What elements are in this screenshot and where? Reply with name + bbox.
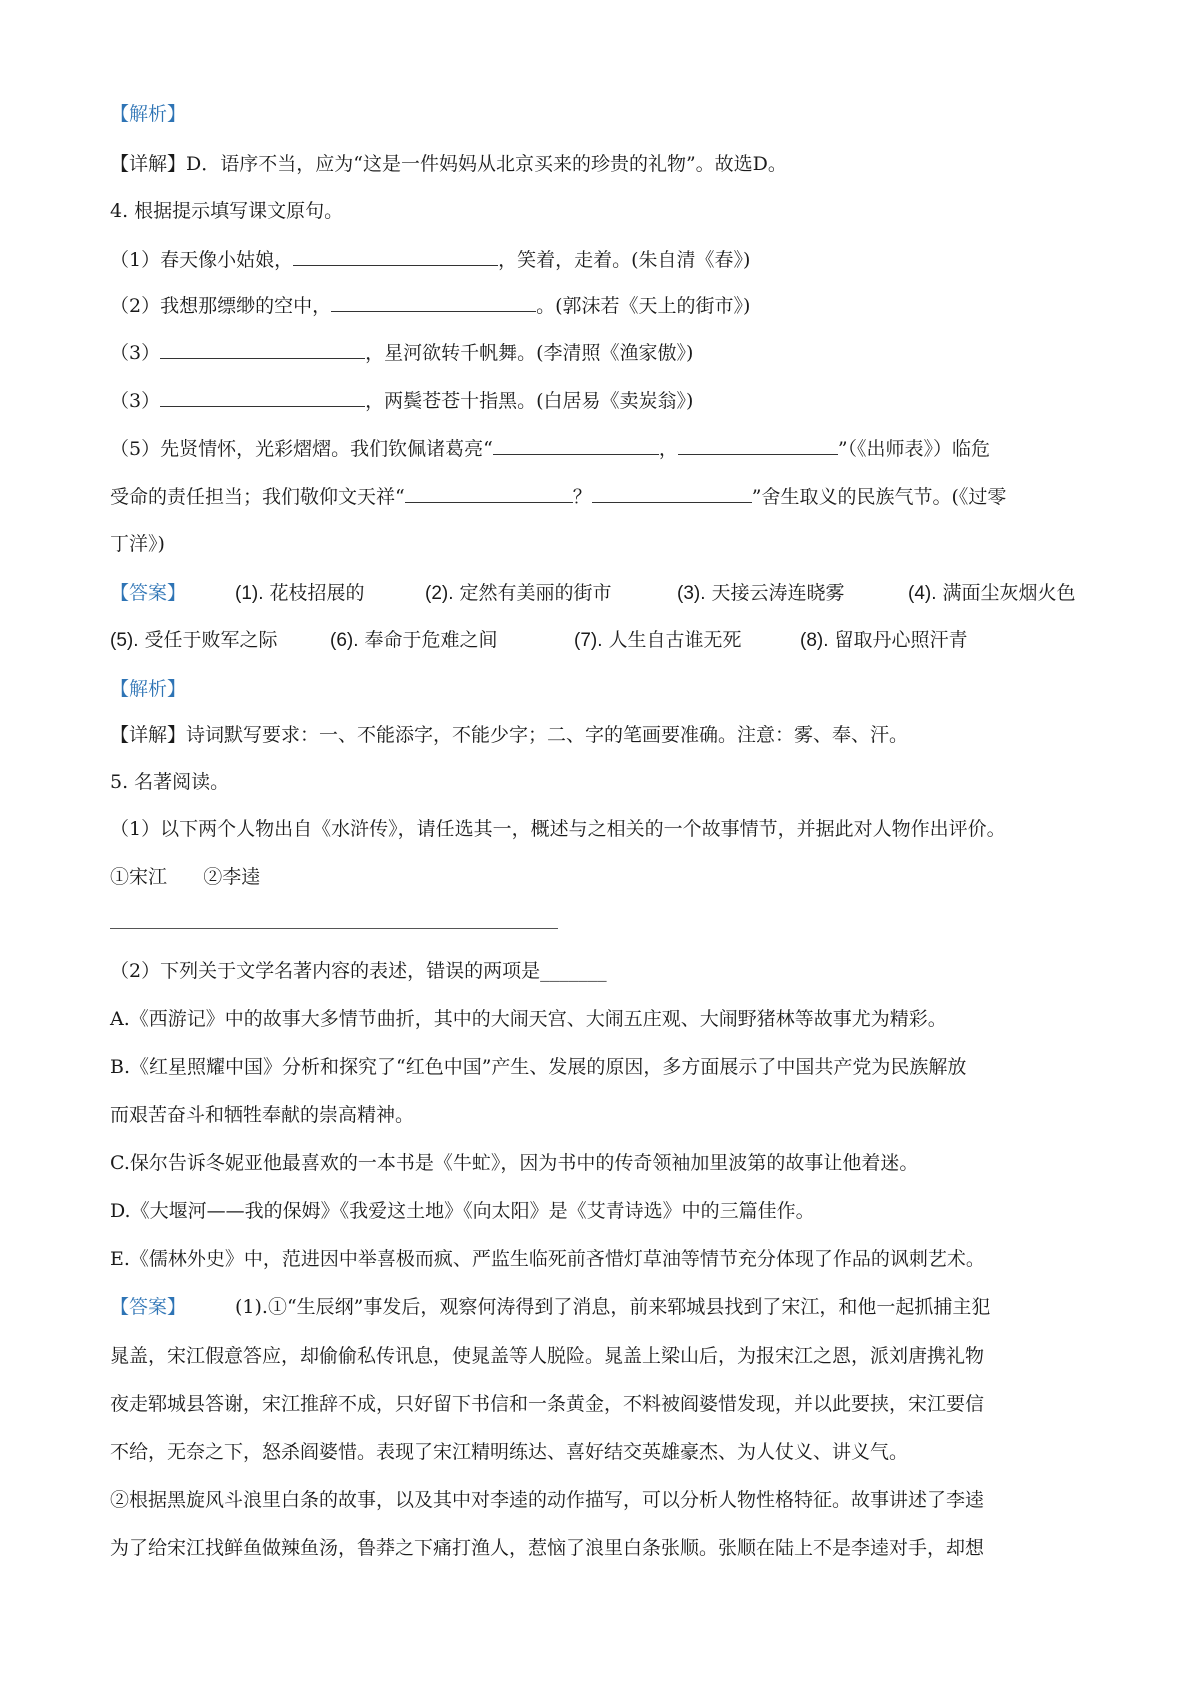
blank-line xyxy=(160,340,365,359)
answer-item: (4). 满面尘灰烟火色 xyxy=(908,582,1076,604)
analysis-tag: 【解析】 xyxy=(110,678,187,700)
q4-item-2: （2）我想那缥缈的空中， 。(郭沫若《天上的街市》) xyxy=(110,295,751,317)
detail-text: 【详解】诗词默写要求：一、不能添字，不能少字；二、字的笔画要准确。注意：雾、奉、汗。 xyxy=(110,724,909,746)
blank-line xyxy=(331,293,536,312)
q5-part-2: （2）下列关于文学名著内容的表述，错误的两项是_______ xyxy=(110,960,607,982)
analysis-tag: 【解析】 xyxy=(110,103,187,125)
answer-text: 不给，无奈之下，怒杀阎婆惜。表现了宋江精明练达、喜好结交英雄豪杰、为人仗义、讲义气。 xyxy=(110,1441,909,1463)
option-b-line2: 而艰苦奋斗和牺牲奉献的崇高精神。 xyxy=(110,1104,415,1126)
answer-text: 夜走郓城县答谢，宋江推辞不成，只好留下书信和一条黄金，不料被阎婆惜发现，并以此要挟，宋江要信 xyxy=(110,1393,985,1415)
option-c: C.保尔告诉冬妮亚他最喜欢的一本书是《牛虻》，因为书中的传奇领袖加里波第的故事让他着迷。 xyxy=(110,1152,919,1174)
answer-rule xyxy=(110,928,558,929)
answer-tag: 【答案】 xyxy=(110,1296,187,1318)
q4-item-1: （1）春天像小姑娘， ，笑着，走着。(朱自清《春》) xyxy=(110,249,751,271)
q4-item-3: （3） ，星河欲转千帆舞。(李清照《渔家傲》) xyxy=(110,342,694,364)
q4-item-5-line1: （5）先贤情怀，光彩熠熠。我们钦佩诸葛亮“ ， ”（《出师表》）临危 xyxy=(110,438,991,460)
answer-item: (1). 花枝招展的 xyxy=(235,582,365,604)
blank-line xyxy=(592,484,752,503)
q5-part-1: （1）以下两个人物出自《水浒传》，请任选其一，概述与之相关的一个故事情节，并据此对人物作出评价。 xyxy=(110,818,1006,840)
detail-text: 【详解】D．语序不当，应为“这是一件妈妈从北京买来的珍贵的礼物”。故选D。 xyxy=(110,153,787,175)
blank-line xyxy=(678,436,838,455)
blank-line xyxy=(160,388,365,407)
q4-item-5-line3: 丁洋》) xyxy=(110,533,165,555)
option-b-line1: B.《红星照耀中国》分析和探究了“红色中国”产生、发展的原因，多方面展示了中国共产党为民族解放 xyxy=(110,1056,967,1078)
option-e: E.《儒林外史》中，范进因中举喜极而疯、严监生临死前吝惜灯草油等情节充分体现了作品的讽刺艺术。 xyxy=(110,1248,985,1270)
answer-item: (2). 定然有美丽的街市 xyxy=(425,582,612,604)
blank-line xyxy=(405,484,573,503)
answer-item: (5). 受任于败军之际 xyxy=(110,629,278,651)
answer-item: (6). 奉命于危难之间 xyxy=(330,629,498,651)
option-d: D.《大堰河——我的保姆》《我爱这土地》《向太阳》是《艾青诗选》中的三篇佳作。 xyxy=(110,1200,815,1222)
question-5-title: 5. 名著阅读。 xyxy=(110,771,230,793)
answer-text: 为了给宋江找鲜鱼做辣鱼汤，鲁莽之下痛打渔人，惹恼了浪里白条张顺。张顺在陆上不是李逵对手，却想 xyxy=(110,1537,985,1559)
answer-item: (8). 留取丹心照汗青 xyxy=(800,629,968,651)
answer-text: 晁盖，宋江假意答应，却偷偷私传讯息，使晁盖等人脱险。晁盖上梁山后，为报宋江之恩，派刘唐携礼物 xyxy=(110,1345,985,1367)
answer-text: ②根据黑旋风斗浪里白条的故事，以及其中对李逵的动作描写，可以分析人物性格特征。故事讲述了李逵 xyxy=(110,1489,985,1511)
q4-item-4: （3） ，两鬓苍苍十指黑。(白居易《卖炭翁》) xyxy=(110,390,694,412)
answer-item: (3). 天接云涛连晓雾 xyxy=(677,582,845,604)
answer-item: (7). 人生自古谁无死 xyxy=(574,629,742,651)
q4-item-5-line2: 受命的责任担当；我们敬仰文天祥“ ？ ”舍生取义的民族气节。(《过零 xyxy=(110,486,1007,508)
answer-text: (1).①“生辰纲”事发后，观察何涛得到了消息，前来郓城县找到了宋江，和他一起抓捕主犯 xyxy=(235,1296,991,1318)
blank-line xyxy=(493,436,659,455)
q5-part-1-options: ①宋江 ②李逵 xyxy=(110,866,261,888)
answer-tag: 【答案】 xyxy=(110,582,187,604)
option-a: A.《西游记》中的故事大多情节曲折，其中的大闹天宫、大闹五庄观、大闹野猪林等故事尤为精彩。 xyxy=(110,1008,947,1030)
blank-line xyxy=(293,247,498,266)
question-4-title: 4. 根据提示填写课文原句。 xyxy=(110,200,344,222)
